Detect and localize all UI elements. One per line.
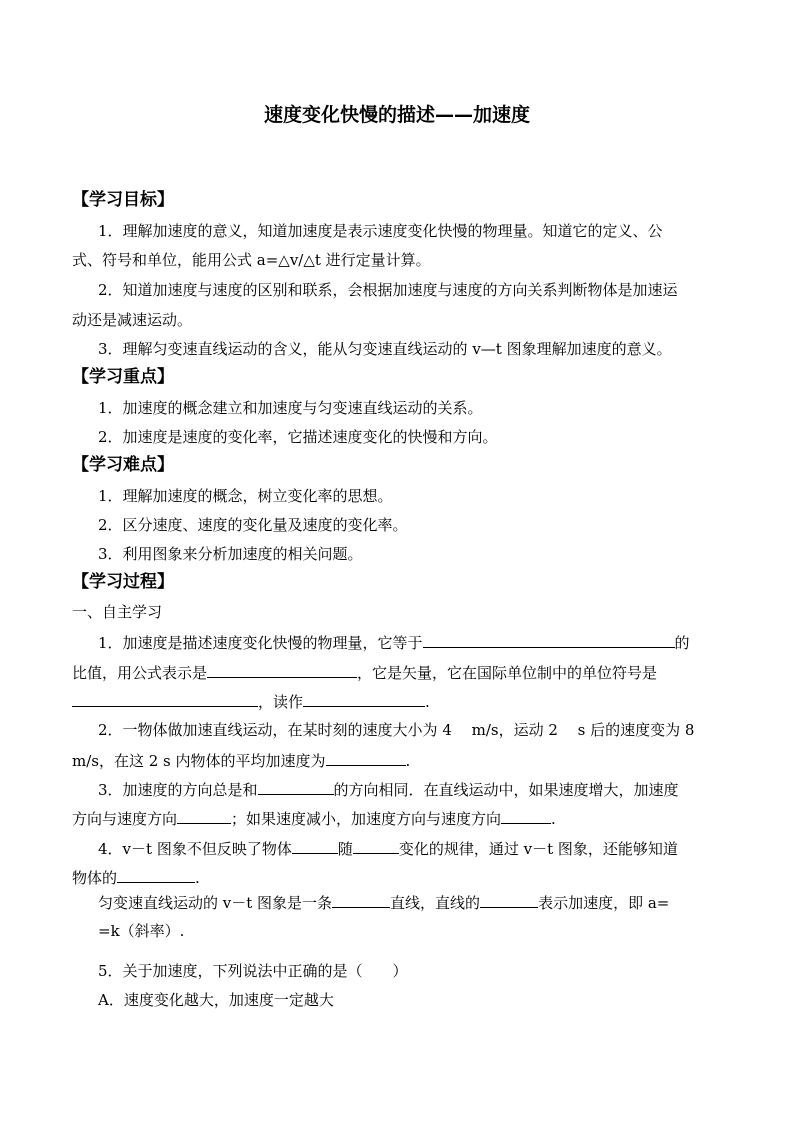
q1b-text-2: ，它是矢量，它在国际单位制中的单位符号是 <box>357 664 658 682</box>
goal-1-line-2: 式、符号和单位，能用公式 a=△v/△t 进行定量计算。 <box>72 251 431 269</box>
section-heading-difficult: 【学习难点】 <box>72 455 174 475</box>
page-title: 速度变化快慢的描述——加速度 <box>263 104 530 126</box>
goal-3: 3．理解匀变速直线运动的含义，能从匀变速直线运动的 v—t 图象理解加速度的意义。 <box>98 340 672 358</box>
section-heading-goals: 【学习目标】 <box>72 190 174 210</box>
answer-blank[interactable] <box>72 690 258 707</box>
q4a-text-2: 随 <box>337 840 353 858</box>
q4b-text: 物体的 <box>72 869 118 887</box>
q4b-end: . <box>195 869 200 887</box>
answer-blank[interactable] <box>353 837 399 854</box>
question-1-line-3 <box>72 690 430 713</box>
answer-blank[interactable] <box>423 631 675 648</box>
difficult-1: 1．理解加速度的概念，树立变化率的思想。 <box>98 487 393 505</box>
question-2-line-1: 2．一物体做加速直线运动，在某时刻的速度大小为 4 m/s，运动 2 s 后的速度变为 8 <box>98 721 695 739</box>
difficult-2: 2．区分速度、速度的变化量及速度的变化率。 <box>98 516 408 534</box>
question-4-line-4: =k（斜率）. <box>98 922 185 940</box>
answer-blank[interactable] <box>326 749 406 766</box>
key-2: 2．加速度是速度的变化率，它描述速度变化的快慢和方向。 <box>98 428 498 446</box>
answer-blank[interactable] <box>303 690 425 707</box>
q4c-text-2: 直线，直线的 <box>390 894 481 912</box>
section-heading-process: 【学习过程】 <box>72 572 174 592</box>
q3b-text: 方向与速度方向 <box>72 810 178 828</box>
q1c-end: . <box>425 693 430 711</box>
answer-blank[interactable] <box>332 891 390 908</box>
answer-blank[interactable] <box>177 807 231 824</box>
q3a-text-2: 的方向相同．在直线运动中，如果速度增大，加速度 <box>333 781 679 799</box>
q3b-text-2: ；如果速度减小，加速度方向与速度方向 <box>231 810 502 828</box>
question-1-line-1 <box>98 631 690 654</box>
answer-blank[interactable] <box>501 807 551 824</box>
q3a-text: 3．加速度的方向总是和 <box>98 781 258 799</box>
question-3-line-1 <box>98 778 679 801</box>
question-4-line-3 <box>98 891 669 914</box>
answer-blank[interactable] <box>207 661 357 678</box>
key-1: 1．加速度的概念建立和加速度与匀变速直线运动的关系。 <box>98 399 483 417</box>
q3b-end: . <box>551 810 556 828</box>
section-heading-key: 【学习重点】 <box>72 367 174 387</box>
question-5: 5．关于加速度，下列说法中正确的是（ ） <box>98 962 408 980</box>
self-study-heading: 一、自主学习 <box>72 603 163 621</box>
goal-2-line-1: 2．知道加速度与速度的区别和联系，会根据加速度与速度的方向关系判断物体是加速运 <box>98 281 678 299</box>
answer-blank[interactable] <box>292 837 338 854</box>
question-3-line-2 <box>72 807 556 830</box>
q4c-text: 匀变速直线运动的 v－t 图象是一条 <box>98 894 333 912</box>
question-2-line-2 <box>72 749 410 772</box>
answer-blank[interactable] <box>117 866 195 883</box>
q2b-end: . <box>405 752 411 770</box>
difficult-3: 3．利用图象来分析加速度的相关问题。 <box>98 545 363 563</box>
q4a-text-3: 变化的规律，通过 v－t 图象，还能够知道 <box>398 840 678 858</box>
q1a-end: 的 <box>674 634 690 652</box>
q4a-text: 4．v－t 图象不但反映了物体 <box>98 840 292 858</box>
question-4-line-1 <box>98 837 678 860</box>
q4c-text-3: 表示加速度，即 a= <box>538 894 670 912</box>
q1c-text: ，读作 <box>258 693 304 711</box>
goal-1-line-1: 1．理解加速度的意义，知道加速度是表示速度变化快慢的物理量。知道它的定义、公 <box>98 222 663 240</box>
q2b-text: m/s，在这 2 s 内物体的平均加速度为 <box>72 752 326 770</box>
answer-blank[interactable] <box>480 891 538 908</box>
question-5-option-a: A．速度变化越大，加速度一定越大 <box>98 991 334 1009</box>
question-1-line-2 <box>72 661 657 684</box>
q1a-text: 1．加速度是描述速度变化快慢的物理量，它等于 <box>98 634 423 652</box>
q1b-text: 比值，用公式表示是 <box>72 664 208 682</box>
question-4-line-2 <box>72 866 200 889</box>
answer-blank[interactable] <box>258 778 334 795</box>
goal-2-line-2: 动还是减速运动。 <box>72 311 193 329</box>
